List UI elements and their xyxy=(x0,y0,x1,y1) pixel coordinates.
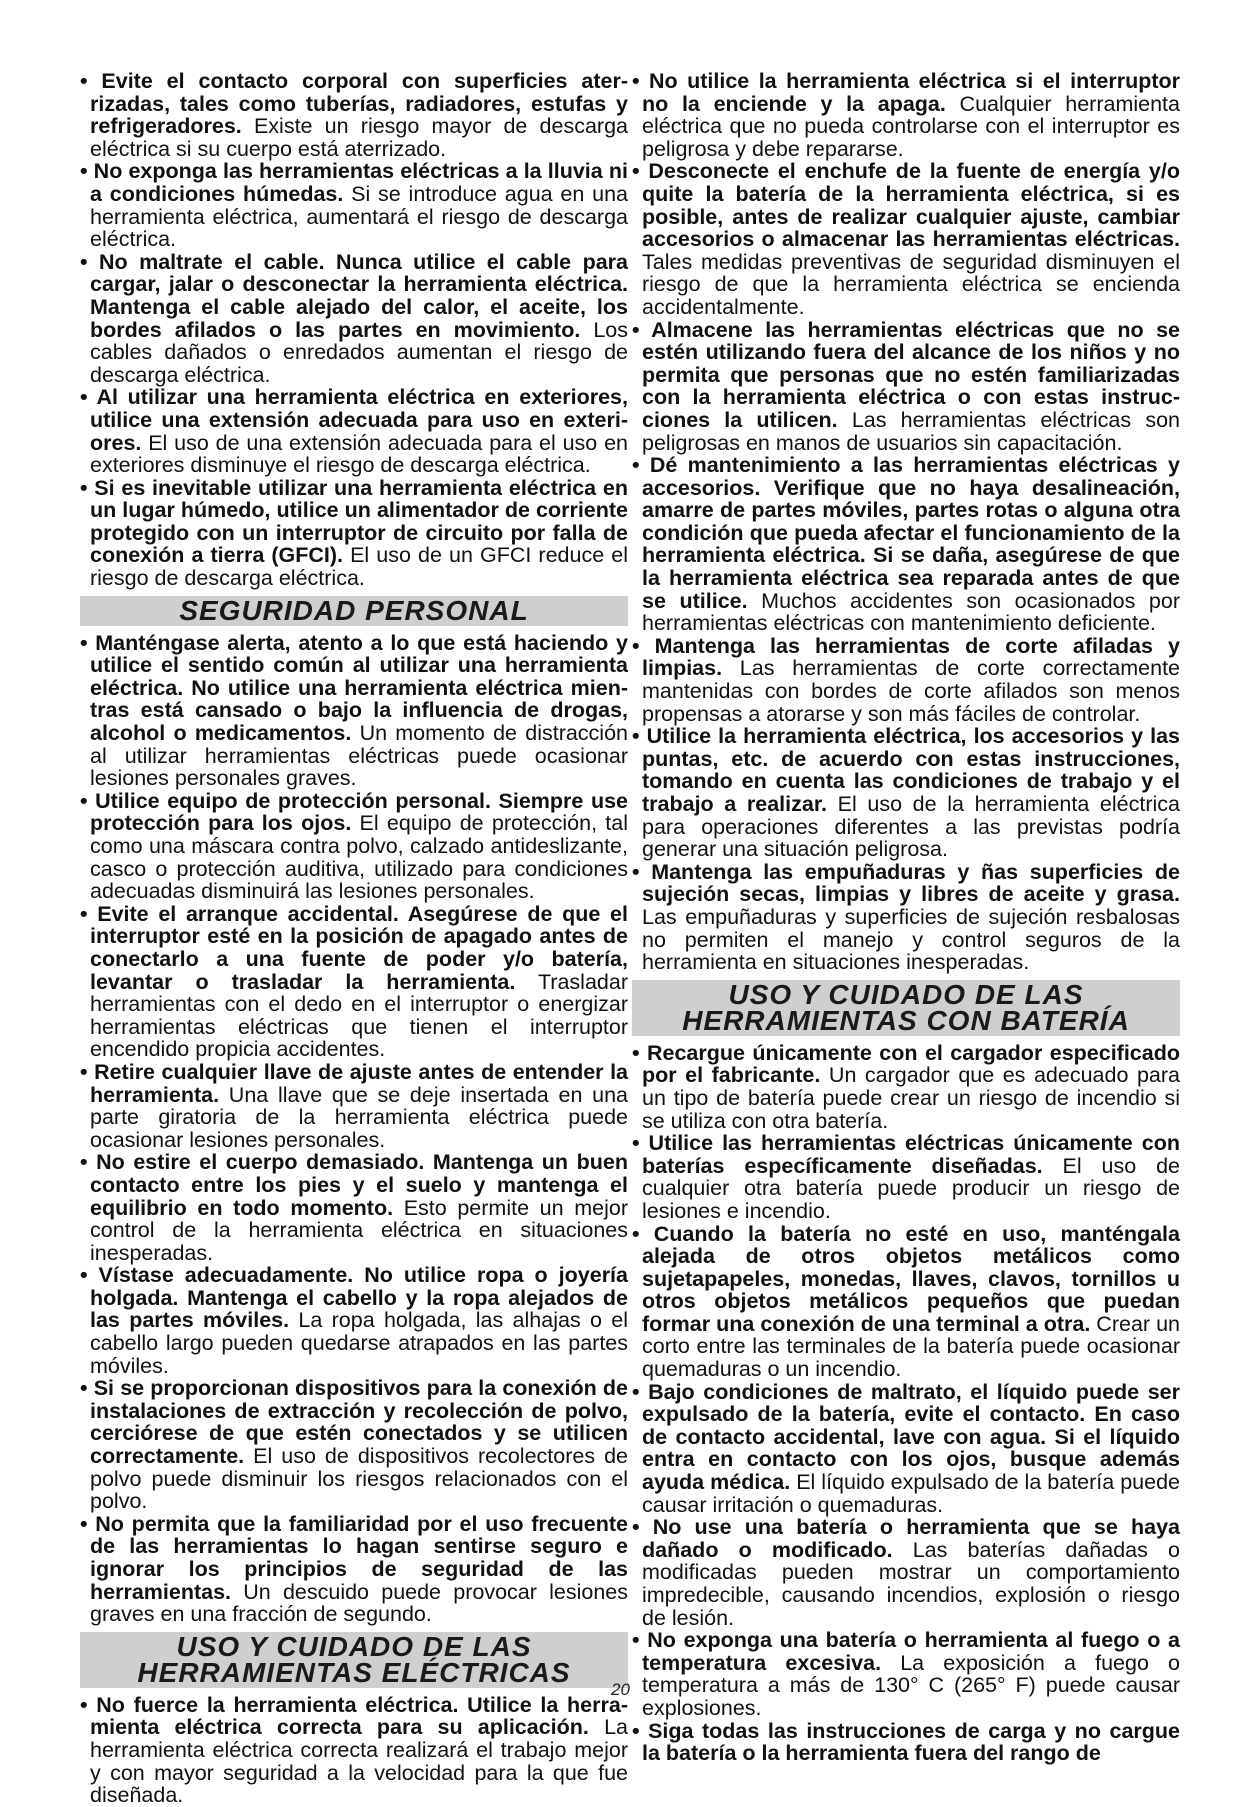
list-item: • Al utilizar una herramienta eléctrica en exteriores, utilice una extensión adecuada para uso en exteriores. El uso de una extensión adecuada para el uso en exteriores disminuye el riesgo de descarga eléctrica. xyxy=(80,385,628,478)
list-item: • No maltrate el cable. Nunca utilice el cable para cargar, jalar o desconectar la herramienta eléctrica. Mantenga el cable alejado del calor, el aceite, los bordes afilados o las partes en movimiento. Los cables dañados o enredados aumentan el riesgo de descarga eléctrica. xyxy=(80,249,628,387)
personal-safety-list xyxy=(80,632,628,1626)
power-tool-use-list xyxy=(80,1694,628,1807)
list-item: • Evite el contacto corporal con superficies aterrizadas, tales como tuberías, radiadores, estufas y refrigeradores. Existe un riesgo mayor de descarga eléctrica si su cuerpo está aterrizado. xyxy=(80,69,628,161)
list-item: • Desconecte el enchufe de la fuente de energía y/o quite la batería de la herramienta eléctrica, si es posible, antes de realizar cualquier ajuste, cambiar accesorios o almacenar las herramientas eléctricas. Tales medidas preventivas de seguridad disminuyen el riesgo de que la herramienta eléctrica se encienda accidentalmente. xyxy=(632,159,1180,319)
list-item: • Utilice equipo de protección personal. Siempre use protección para los ojos. El equipo de protección, tal como una máscara contra polvo, calzado antideslizante, casco o protección auditiva, utilizado para condiciones adecuadas disminuirá las lesiones personales. xyxy=(80,788,628,904)
list-item: • Siga todas las instrucciones de carga y no cargue la batería o la herramienta fuera del rango de xyxy=(632,1718,1180,1766)
list-item: • No use una batería o herramienta que se haya dañado o modificado. Las baterías dañadas o modificadas pueden mostrar un comportamiento impredecible, causando incendios, explosión o riesgo de lesión. xyxy=(632,1515,1180,1630)
list-item: • Manténgase alerta, atento a lo que está haciendo y utilice el sentido común al utilizar una herramienta eléctrica. No utilice una herramienta eléctrica mientras está cansado o bajo la influencia de drogas, alcohol o medicamentos. Un momento de distracción al utilizar herramientas eléctricas puede ocasionar lesiones personales graves. xyxy=(80,630,628,791)
list-item: • No fuerce la herramienta eléctrica. Utilice la herramienta eléctrica correcta para su aplicación. La herramienta eléctrica correcta realizará el trabajo mejor y con mayor seguridad a la velocidad para la que fue diseñada. xyxy=(80,1692,628,1807)
power-tool-care-list xyxy=(632,70,1180,974)
list-item: • Evite el arranque accidental. Asegúrese de que el interruptor esté en la posición de apagado antes de conectarlo a una fuente de poder y/o batería, levantar o trasladar la herramienta. Trasladar herramientas con el dedo en el interruptor o energizar herramientas eléctricas que tienen el interruptor encendido propicia accidentes. xyxy=(80,901,628,1062)
list-item: • Mantenga las herramientas de corte afiladas y limpias. Las herramientas de corte correctamente mantenidas con bordes de corte afilados son menos propensas a atorarse y son más fáciles de controlar. xyxy=(632,633,1180,726)
list-item: • Retire cualquier llave de ajuste antes de entender la herramienta. Una llave que se deje insertada en una parte giratoria de la herramienta eléctrica puede ocasionar lesiones personales. xyxy=(80,1059,628,1152)
list-item: • Utilice la herramienta eléctrica, los accesorios y las puntas, etc. de acuerdo con estas instrucciones, tomando en cuenta las condiciones de trabajo y el trabajo a realizar. El uso de la herramienta eléctrica para operaciones diferentes a las previstas podría generar una situación peligrosa. xyxy=(632,724,1180,862)
section-heading-power-tool-use: USO Y CUIDADO DE LAS HERRAMIENTAS ELÉCTRICAS xyxy=(80,1632,628,1688)
section-heading-personal-safety: SEGURIDAD PERSONAL xyxy=(80,596,628,626)
list-item: • No estire el cuerpo demasiado. Mantenga un buen contacto entre los pies y el suelo y mantenga el equilibrio en todo momento. Esto permite un mejor control de la herramienta eléctrica en situaciones inesperadas. xyxy=(80,1150,628,1265)
list-item: • Mantenga las empuñaduras y ñas superficies de sujeción secas, limpias y libres de aceite y grasa. Las empuñaduras y superficies de sujeción resbalosas no permiten el manejo y control seguros de la herramienta en situaciones inesperadas. xyxy=(632,859,1180,975)
list-item: • Almacene las herramientas eléctricas que no se estén utilizando fuera del alcance de los niños y no permita que personas que no estén familiarizadas con la herramienta eléctrica o con estas instrucciones la utilicen. Las herramientas eléctricas son peligrosas en manos de usuarios sin capacitación. xyxy=(632,317,1180,455)
list-item: • Vístase adecuadamente. No utilice ropa o joyería holgada. Mantenga el cabello y la ropa alejados de las partes móviles. La ropa holgada, las alhajas o el cabello largo pueden quedarse atrapados en las partes móviles. xyxy=(80,1263,629,1378)
electrical-safety-list xyxy=(80,70,628,590)
list-item: • Bajo condiciones de maltrato, el líquido puede ser expulsado de la batería, evite el contacto. En caso de contacto accidental, lave con agua. Si el líquido entra en contacto con los ojos, busque además ayuda médica. El líquido expulsado de la batería puede causar irritación o quemaduras. xyxy=(632,1379,1180,1517)
list-item: • No exponga una batería o herramienta al fuego o a temperatura excesiva. La exposición a fuego o temperatura a más de 130° C (265° F) puede causar explosiones. xyxy=(632,1628,1180,1720)
list-item: • No permita que la familiaridad por el uso frecuente de las herramientas lo hagan sentirse seguro e ignorar los principios de seguridad de las herramientas. Un descuido puede provocar lesiones graves en una fracción de segundo. xyxy=(80,1511,628,1627)
list-item: • Si es inevitable utilizar una herramienta eléctrica en un lugar húmedo, utilice un alimentador de corriente protegido con un interruptor de circuito por falla de conexión a tierra (GFCI). El uso de un GFCI reduce el riesgo de descarga eléctrica. xyxy=(80,475,628,591)
list-item: • Recargue únicamente con el cargador especificado por el fabricante. Un cargador que es adecuado para un tipo de batería puede crear un riesgo de incendio si se utiliza con otra batería. xyxy=(632,1040,1180,1133)
section-heading-battery-tool-use: USO Y CUIDADO DE LAS HERRAMIENTAS CON BATERÍA xyxy=(632,980,1180,1036)
list-item: • No utilice la herramienta eléctrica si el interruptor no la enciende y la apaga. Cualquier herramienta eléctrica que no pueda controlarse con el interruptor es peligrosa y debe repararse. xyxy=(632,69,1180,161)
right-column xyxy=(632,70,1180,1765)
page-number: 20 xyxy=(611,1680,630,1699)
list-item: • Dé mantenimiento a las herramientas eléctricas y accesorios. Verifique que no haya desalineación, amarre de partes móviles, partes rotas o alguna otra condición que pueda afectar el funcionamiento de la herramienta eléctrica. Si se daña, asegúrese de que la herramienta eléctrica sea reparada antes de que se utilice. Muchos accidentes son ocasionados por herramientas eléctricas con mantenimiento deficiente. xyxy=(632,453,1180,636)
list-item: • Utilice las herramientas eléctricas únicamente con baterías específicamente diseñadas. El uso de cualquier otra batería puede producir un riesgo de lesiones e incendio. xyxy=(632,1131,1180,1223)
list-item: • No exponga las herramientas eléctricas a la lluvia ni a condiciones húmedas. Si se introduce agua en una herramienta eléctrica, aumentará el riesgo de descarga eléctrica. xyxy=(80,159,628,252)
battery-tool-list xyxy=(632,1042,1180,1765)
list-item: • Cuando la batería no esté en uso, manténgala alejada de otros objetos metálicos como sujetapapeles, monedas, llaves, clavos, tornillos u otros objetos metálicos pequeños que puedan formar una conexión de una terminal a otra. Crear un corto entre las terminales de la batería puede ocasionar quemaduras o un incendio. xyxy=(632,1221,1180,1382)
left-column xyxy=(80,70,628,1807)
list-item: • Si se proporcionan dispositivos para la conexión de instalaciones de extracción y recolección de polvo, cerciórese de que estén conectados y se utilicen correctamente. El uso de dispositivos recolectores de polvo puede disminuir los riesgos relacionados con el polvo. xyxy=(80,1376,628,1514)
